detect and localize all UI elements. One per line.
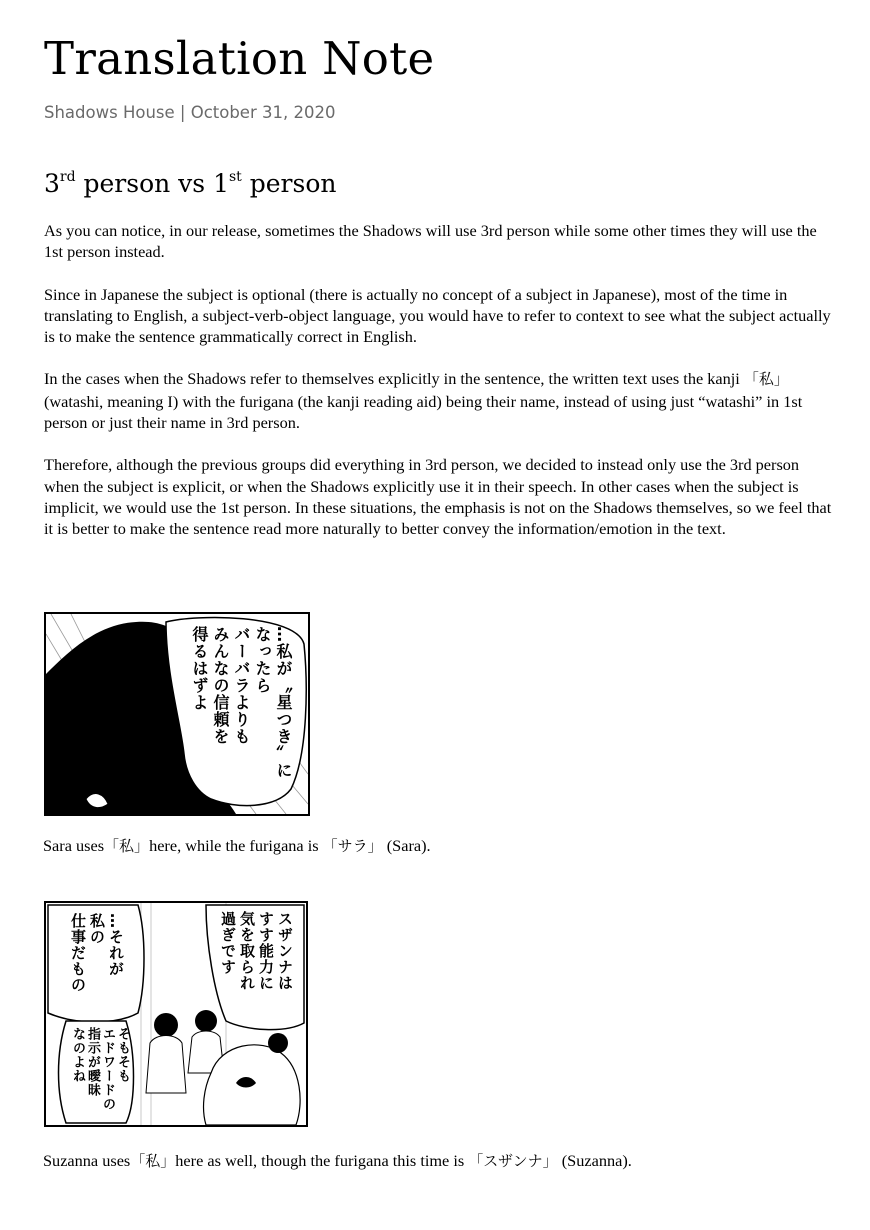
section-heading — [44, 168, 834, 200]
caption-1-c: (Sara). — [382, 836, 431, 855]
article — [44, 30, 834, 561]
paragraph-2: Since in Japanese the subject is optional (there is actually no concept of a subject in Japanese), most of the time in translating to English, a subject-verb-object language, you would have to refer to context to see what the subject actually is to make the sentence grammatically correct in English. — [44, 284, 831, 347]
bubble-line-2: なったら — [253, 626, 272, 694]
heading-part-1: 3 — [44, 169, 60, 198]
caption-1-a: Sara uses — [43, 836, 105, 855]
bubble-right-line-4: 過ぎです — [219, 911, 237, 975]
post-meta: Shadows House | October 31, 2020 — [44, 103, 336, 122]
manga-panel-suzanna — [44, 901, 308, 1127]
caption-2-b: here as well, though the furigana this time is — [175, 1151, 469, 1170]
paragraph-3 — [44, 368, 834, 433]
speech-bubble-left — [68, 913, 125, 1013]
caption-2-kanji: 「私」 — [130, 1152, 176, 1170]
bubble-bottom-line-4: なのよね — [70, 1027, 85, 1083]
caption-2-c: (Suzanna). — [557, 1151, 632, 1170]
bubble-left-line-1: …それが — [107, 913, 125, 977]
page-title: Translation Note — [44, 32, 435, 85]
bubble-line-5: 得るはずよ — [190, 626, 209, 711]
heading-superscript-2: st — [229, 169, 242, 185]
bubble-bottom-line-3: 指示が曖昧 — [85, 1027, 100, 1097]
bubble-right-line-2: すす能力に — [257, 911, 275, 991]
bubble-left-line-3: 仕事だもの — [69, 913, 87, 993]
paragraph-3-end: (watashi, meaning I) with the furigana (the kanji reading aid) being their name, instead of using just “watashi” in 1st person or just their name in 3rd person. — [44, 391, 803, 433]
caption-1-b: here, while the furigana is — [149, 836, 323, 855]
article-body — [44, 220, 834, 540]
caption-suzanna — [43, 1150, 632, 1172]
caption-2-furigana: 「スザンナ」 — [468, 1152, 558, 1170]
bubble-bottom-line-2: エドワードの — [100, 1027, 115, 1111]
bubble-line-4: みんなの信頼を — [211, 626, 230, 745]
paragraph-3-start: In the cases when the Shadows refer to themselves explicitly in the sentence, the written text uses the kanji — [44, 369, 744, 389]
kanji-watashi: 「私」 — [743, 370, 789, 389]
heading-part-2: person vs 1 — [75, 169, 229, 198]
bubble-right-line-3: 気を取られ — [238, 911, 256, 991]
speech-bubble-right — [218, 911, 294, 1021]
heading-superscript-1: rd — [59, 169, 76, 185]
caption-1-kanji: 「私」 — [104, 837, 150, 855]
heading-part-3: person — [241, 169, 337, 198]
bubble-line-1: …私が〝星つき〟に — [274, 626, 293, 779]
paragraph-4: Therefore, although the previous groups did everything in 3rd person, we decided to instead only use the 3rd person when the subject is explicit, or when the Shadows explicitly use it in their speech. In other cases when the subject is implicit, we would use the 1st person. In these situations, the emphasis is not on the Shadows themselves, so we feel that it is better to make the sentence read more naturally to better convey the information/emotion in the text. — [44, 455, 832, 539]
bubble-bottom-line-1: そもそも — [115, 1027, 130, 1083]
paragraph-1: As you can notice, in our release, sometimes the Shadows will use 3rd person while some other times they will use the 1st person instead. — [44, 221, 817, 262]
caption-sara — [43, 835, 431, 857]
manga-panel-sara — [44, 612, 310, 816]
caption-1-furigana: 「サラ」 — [322, 837, 383, 855]
speech-bubble-text — [189, 626, 294, 806]
caption-2-a: Suzanna uses — [43, 1151, 131, 1170]
bubble-right-line-1: スザンナは — [276, 911, 294, 991]
bubble-left-line-2: 私の — [88, 913, 106, 945]
speech-bubble-bottom — [70, 1027, 130, 1121]
bubble-line-3: バーバラよりも — [232, 626, 251, 745]
